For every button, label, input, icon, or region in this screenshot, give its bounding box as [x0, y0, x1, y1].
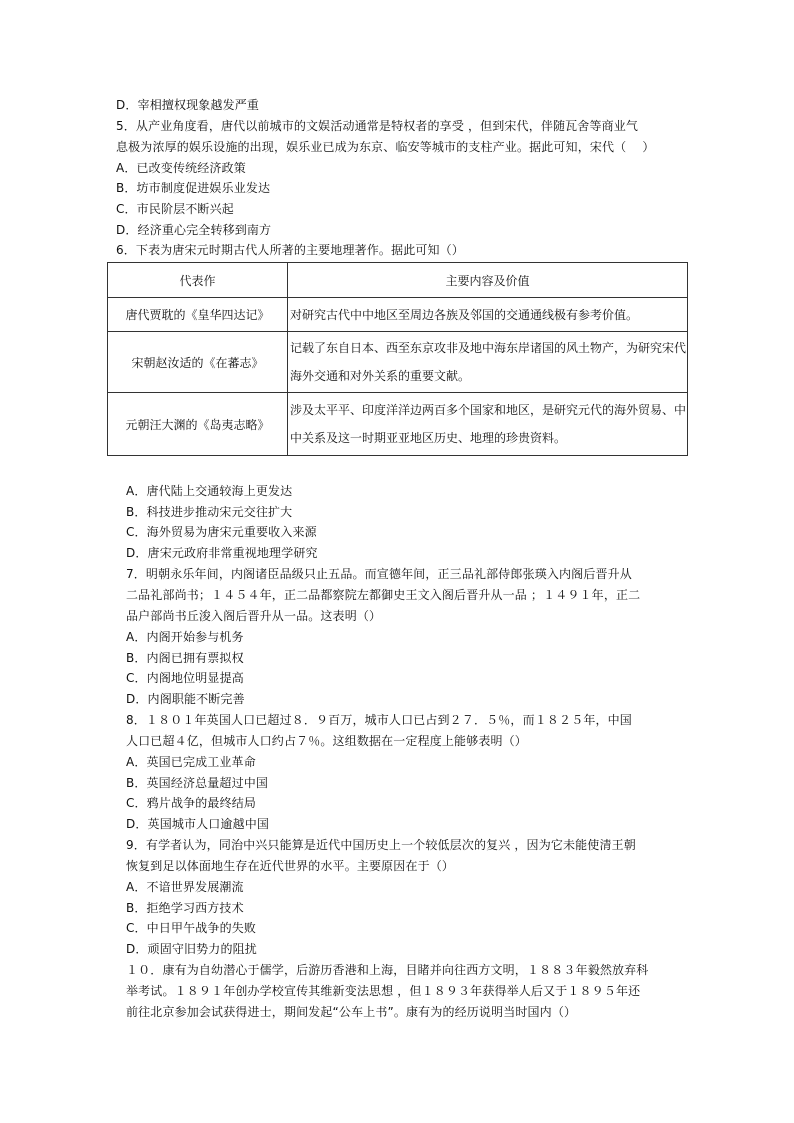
- option-5c: C．市民阶层不断兴起: [116, 202, 234, 216]
- option-5d: D．经济重心完全转移到南方: [116, 223, 272, 237]
- geography-works-table: [107, 262, 688, 456]
- table-cell-work: 宋朝赵汝适的《在蕃志》: [108, 332, 288, 393]
- table-cell-content: 涉及太平平、印度洋洋边两百多个国家和地区，是研究元代的海外贸易、中中关系及这一时期亚亚地区历史、地理的珍贵资料。: [288, 393, 688, 456]
- table-cell-content: 对研究古代中中地区至周边各族及邻国的交通通线极有参考价值。: [288, 298, 688, 332]
- question-10-stem-line1: １０．康有为自幼潜心于儒学，后游历香港和上海，目睹并向往西方文明，１８８３年毅然放弃科: [126, 963, 649, 977]
- question-9-stem-line2: 恢复到足以体面地生存在近代世界的水平。主要原因在于（）: [126, 859, 455, 873]
- option-5b: B．坊市制度促进娱乐业发达: [116, 181, 271, 195]
- question-8-stem-line1: 8．１８０１年英国人口已超过８．９百万，城市人口已占到２７．５％，而１８２５年，中国: [126, 713, 632, 727]
- question-7-stem-line3: 品户部尚书丘浚入阁后晋升从一品。这表明（）: [126, 609, 382, 623]
- question-6-stem: 6．下表为唐宋元时期古代人所著的主要地理著作。据此可知（）: [116, 243, 464, 257]
- table-header-row: [108, 263, 688, 298]
- option-9c: C．中日甲午战争的失败: [126, 921, 257, 935]
- table-row: [108, 298, 688, 332]
- option-5a: A．已改变传统经济政策: [116, 161, 246, 175]
- option-7c: C．内阁地位明显提高: [126, 671, 244, 685]
- question-7-stem-line2: 二品礼部尚书；１４５４年，正二品都察院左都御史王文入阁后晋升从一品 ；１４９１年，正二: [126, 588, 641, 602]
- question-5-stem-line2: 息极为浓厚的娱乐设施的出现，娱乐业已成为东京、临安等城市的支柱产业。据此可知，宋代（ ）: [116, 140, 655, 154]
- option-6d: D．唐宋元政府非常重视地理学研究: [126, 546, 318, 560]
- question-8-stem-line2: 人口已超４亿，但城市人口约占７％。这组数据在一定程度上能够表明（）: [126, 734, 527, 748]
- option-9b: B．拒绝学习西方技术: [126, 901, 244, 915]
- table-row: [108, 332, 688, 393]
- option-8d: D．英国城市人口逾越中国: [126, 817, 270, 831]
- option-7b: B．内阁已拥有票拟权: [126, 651, 244, 665]
- option-6a: A．唐代陆上交通较海上更发达: [126, 484, 293, 498]
- table-cell-work: 元朝汪大渊的《岛夷志略》: [108, 393, 288, 456]
- option-6c: C．海外贸易为唐宋元重要收入来源: [126, 525, 317, 539]
- question-10-stem-line2: 举考试。１８９１年创办学校宣传其维新变法思想 ，但１８９３年获得举人后又于１８９５年还: [126, 984, 641, 998]
- option-9d: D．顽固守旧势力的阻扰: [126, 942, 257, 956]
- option-8a: A．英国已完成工业革命: [126, 755, 256, 769]
- question-9-stem-line1: 9．有学者认为，同治中兴只能算是近代中国历史上一个较低层次的复兴 ，因为它未能使清王朝: [126, 838, 636, 852]
- option-9a: A．不谙世界发展潮流: [126, 880, 244, 894]
- table-row: [108, 393, 688, 456]
- option-4d: D．宰相擅权现象越发严重: [116, 98, 260, 112]
- question-10-stem-line3: 前往北京参加会试获得进士，期间发起“公车上书”。康有为的经历说明当时国内（）: [126, 1005, 577, 1019]
- table-cell-work: 唐代贾耽的《皇华四达记》: [108, 298, 288, 332]
- question-7-stem-line1: 7．明朝永乐年间，内阁诸臣品级只止五品。而宣德年间，正三品礼部侍郎张瑛入内阁后晋升从: [126, 567, 632, 581]
- option-7a: A．内阁开始参与机务: [126, 630, 244, 644]
- option-7d: D．内阁职能不断完善: [126, 692, 245, 706]
- option-8b: B．英国经济总量超过中国: [126, 776, 269, 790]
- option-6b: B．科技进步推动宋元交往扩大: [126, 505, 293, 519]
- table-cell-content: 记载了东自日本、西至东京攻非及地中海东岸诸国的风土物产，为研究宋代海外交通和对外关系的重要文献。: [288, 332, 688, 393]
- question-5-stem-line1: 5．从产业角度看，唐代以前城市的文娱活动通常是特权者的享受 ，但到宋代，伴随瓦舍等商业气: [116, 119, 639, 133]
- option-8c: C．鸦片战争的最终结局: [126, 796, 257, 810]
- table-header-work: 代表作: [108, 263, 288, 298]
- table-header-content: 主要内容及价值: [288, 263, 688, 298]
